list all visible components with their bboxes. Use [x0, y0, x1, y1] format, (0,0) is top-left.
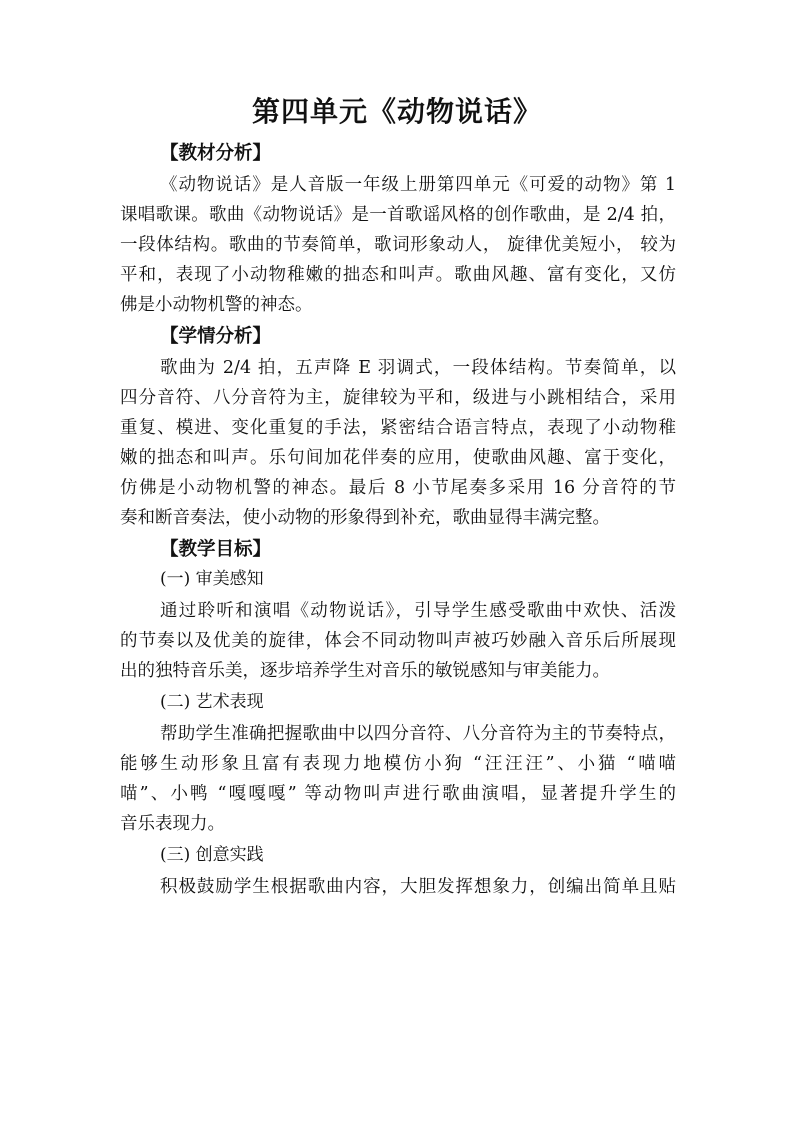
text-line: 音乐表现力。: [120, 814, 225, 834]
page-title: 第四单元《动物说话》: [251, 95, 542, 128]
paragraph-creative-practice: [120, 872, 676, 902]
subsection-label-artistic-expression: (二) 艺术表现: [160, 692, 264, 712]
text-line: 奏和断音奏法，使小动物的形象得到补充，歌曲显得丰满完整。: [120, 508, 610, 528]
text-line: 的节奏以及优美的旋律，体会不同动物叫声被巧妙融入音乐后所展现: [120, 631, 676, 651]
text-line: 嫩的拙态和叫声。乐句间加花伴奏的应用，使歌曲风趣、富于变化，: [120, 448, 676, 468]
paragraph-artistic-expression: [120, 719, 676, 839]
section-heading-textbook-analysis: 【教材分析】: [160, 143, 272, 164]
text-line: 帮助学生准确把握歌曲中以四分音符、八分音符为主的节奏特点，: [160, 724, 676, 744]
text-line: 喵”、小鸭 “嘎嘎嘎” 等动物叫声进行歌曲演唱，显著提升学生的: [120, 784, 676, 804]
text-line: 佛是小动物机警的神态。: [120, 295, 313, 315]
text-line: 通过聆听和演唱《动物说话》，引导学生感受歌曲中欢快、活泼: [160, 601, 676, 621]
text-line: 一段体结构。歌曲的节奏简单，歌词形象动人， 旋律优美短小， 较为: [120, 235, 676, 255]
paragraph-aesthetic-perception: [120, 596, 676, 686]
paragraph-textbook-analysis: [120, 170, 676, 320]
text-line: 出的独特音乐美，逐步培养学生对音乐的敏锐感知与审美能力。: [120, 661, 610, 681]
section-heading-learner-analysis: 【学情分析】: [160, 326, 272, 347]
text-line: 四分音符、八分音符为主，旋律较为平和，级进与小跳相结合，采用: [120, 388, 676, 408]
text-line: 《动物说话》是人音版一年级上册第四单元《可爱的动物》第 1: [160, 175, 676, 195]
paragraph-learner-analysis: [120, 353, 676, 533]
text-line: 积极鼓励学生根据歌曲内容，大胆发挥想象力，创编出简单且贴: [160, 877, 676, 897]
section-heading-teaching-goals: 【教学目标】: [160, 539, 272, 560]
text-line: 重复、模进、变化重复的手法，紧密结合语言特点，表现了小动物稚: [120, 418, 676, 438]
text-line: 能够生动形象且富有表现力地模仿小狗 “汪汪汪”、小猫 “喵喵: [120, 754, 676, 774]
text-line: 课唱歌课。歌曲《动物说话》是一首歌谣风格的创作歌曲，是 2/4 拍，: [120, 205, 676, 225]
document-body: [120, 140, 676, 902]
text-line: 平和，表现了小动物稚嫩的拙态和叫声。歌曲风趣、富有变化，又仿: [120, 265, 676, 285]
text-line: 歌曲为 2/4 拍，五声降 E 羽调式，一段体结构。节奏简单，以: [160, 358, 676, 378]
text-line: 仿佛是小动物机警的神态。最后 8 小节尾奏多采用 16 分音符的节: [120, 478, 676, 498]
subsection-label-creative-practice: (三) 创意实践: [160, 845, 264, 865]
subsection-label-aesthetic-perception: (一) 审美感知: [160, 569, 264, 589]
